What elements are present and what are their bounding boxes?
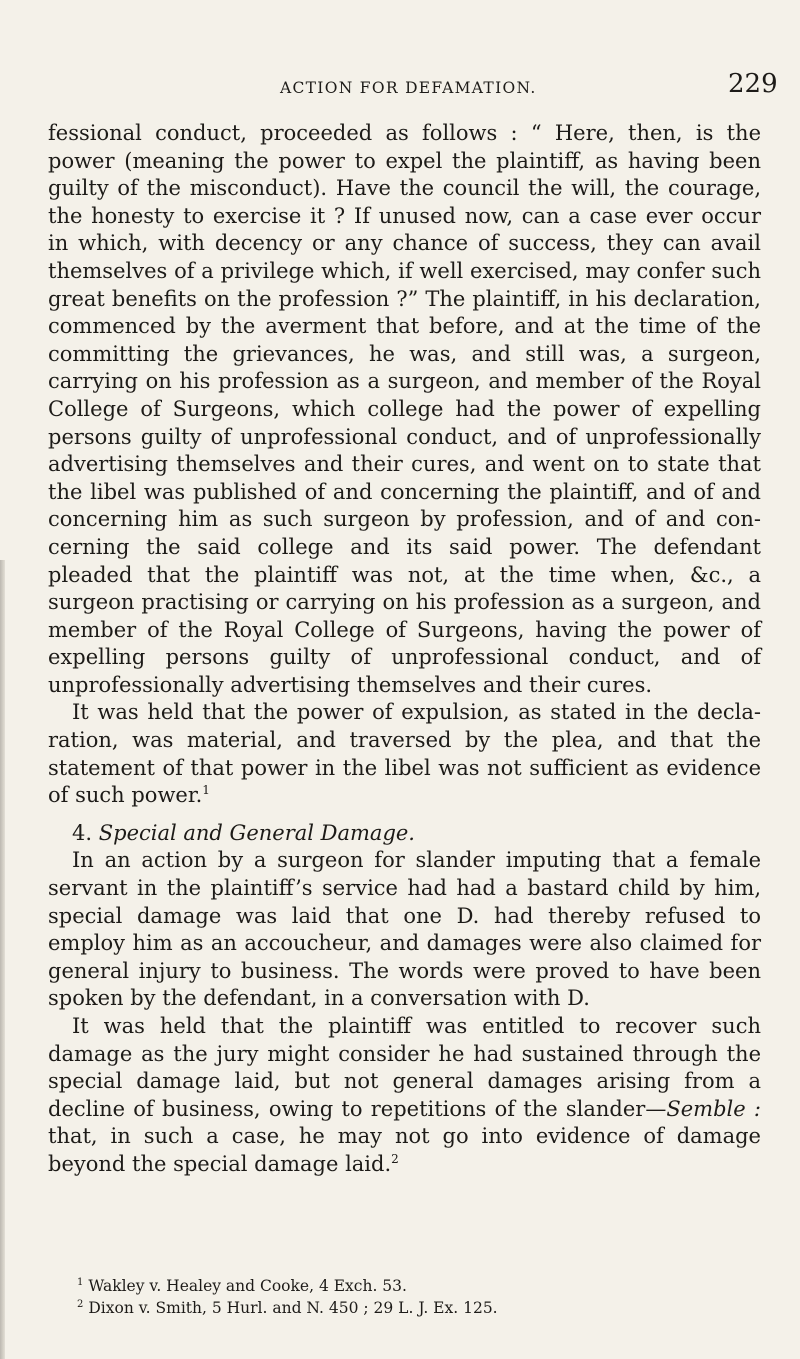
page-edge-shadow <box>0 560 5 1359</box>
paragraph-text: that, in such a case, he may not go into evidence of damage beyond the special damage laid. <box>48 1124 761 1176</box>
paragraph-facts <box>48 847 761 1013</box>
footnote-2 <box>48 1297 761 1319</box>
footnote-1 <box>48 1275 761 1297</box>
page-number: 229 <box>728 69 778 99</box>
paragraph-text: fessional conduct, proceeded as follows : “ Here, then, is the power (meaning the power to expel the plaintiff, as having been guilty of the misconduct). Have the council the will, the courage, the honesty to exercise it ? If unused now, can a case ever occur in which, with decency or any chance of success, they can avail themselves of a privilege which, if well exercised, may confer such great benefits on the profession ?” The plaintiff, in his declaration, commenced by the averment that before, and at the time of the committing the grievances, he was, and still was, a surgeon, carrying on his profession as a surgeon, and member of the Royal College of Surgeons, which college had the power of expelling persons guilty of unprofessional conduct, and of unprofessionally advertising themselves and their cures, and went on to state that the libel was published of and concerning the plaintiff, and of and concerning him as such surgeon by profession, and of and concerning the said college and its said power. The defendant pleaded that the plaintiff was not, at the time when, &c., a surgeon practising or carrying on his profession as a surgeon, and member of the Royal College of Surgeons, having the power of expelling persons guilty of unprofessional conduct, and of unprofessionally advertising themselves and their cures. <box>48 121 761 697</box>
body-text <box>48 120 761 1179</box>
semble-term: Semble : <box>666 1096 761 1121</box>
paragraph-text: In an action by a surgeon for slander imputing that a female servant in the plaintiff’s service had had a bastard child by him, special damage was laid that one D. had thereby refused to employ him as an accoucheur, and damages were also claimed for general injury to business. The words were proved to have been spoken by the defendant, in a conversation with D. <box>48 848 761 1011</box>
paragraph-text: It was held that the plaintiff was entitled to recover such damage as the jury might consider he had sustained through the special damage laid, but not general damages arising from a decline of business, owing to repetitions of the slander— <box>48 1014 761 1121</box>
footnotes <box>48 1275 761 1319</box>
footnote-text: Wakley v. Healey and Cooke, 4 Exch. 53. <box>88 1277 407 1295</box>
footnote-reference: 2 <box>391 1151 399 1166</box>
footnote-text: Dixon v. Smith, 5 Hurl. and N. 450 ; 29 L. J. Ex. 125. <box>88 1299 498 1317</box>
paragraph-text: It was held that the power of expulsion, as stated in the declaration, was material, and traversed by the plea, and that the statement of that power in the libel was not sufficient as evidence of such power. <box>48 700 761 808</box>
footnote-mark: 2 <box>77 1298 84 1310</box>
section-number: 4. <box>72 820 93 845</box>
section-title: Special and General Damage. <box>98 820 415 845</box>
paragraph-holding-2 <box>48 1013 761 1179</box>
footnote-reference: 1 <box>202 783 210 798</box>
paragraph-continued <box>48 120 761 699</box>
section-heading <box>48 820 761 848</box>
running-header <box>0 69 800 108</box>
footnote-mark: 1 <box>77 1276 84 1288</box>
running-title: ACTION FOR DEFAMATION. <box>280 79 537 97</box>
paragraph-holding <box>48 699 761 809</box>
